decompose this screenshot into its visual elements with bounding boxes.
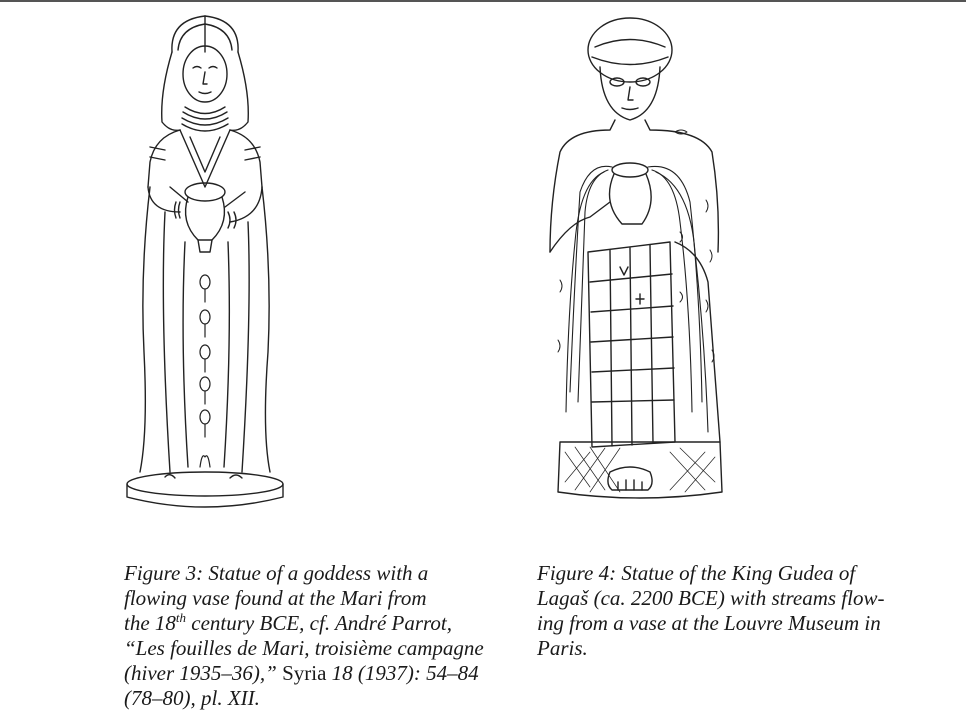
figure-3-caption-line-5 <box>124 661 494 686</box>
figure-4-caption <box>537 561 909 661</box>
figure-3-caption <box>124 561 494 711</box>
figure-3-caption-line-1: Figure 3: Statue of a goddess with a <box>124 561 429 585</box>
figure-4-caption-line-2: Lagaš (ca. 2200 BCE) with streams flow- <box>537 586 885 610</box>
figure-3-caption-line-6: (78–80), pl. XII. <box>124 686 260 710</box>
gudea-statue-drawing <box>530 12 750 507</box>
figure-3-caption-line-3b: century BCE, cf. André Parrot, <box>186 611 452 635</box>
figure-3-caption-journal: Syria <box>276 661 327 685</box>
figure-3-caption-line-5c: 18 (1937): 54–84 <box>326 661 479 685</box>
figure-4-caption-line-1: Figure 4: Statue of the King Gudea of <box>537 561 856 585</box>
figure-3-caption-line-3a: the 18 <box>124 611 176 635</box>
figure-3-caption-line-3 <box>124 611 494 636</box>
figure-4-caption-line-3: ing from a vase at the Louvre Museum in <box>537 611 881 635</box>
figure-3-caption-line-2: flowing vase found at the Mari from <box>124 586 427 610</box>
figure-3-caption-line-4: “Les fouilles de Mari, troisième campagne <box>124 636 484 660</box>
figure-3-caption-superscript: th <box>175 610 187 625</box>
page-top-border <box>0 0 966 2</box>
figure-4-caption-line-4: Paris. <box>537 636 588 660</box>
goddess-statue-drawing <box>110 12 300 512</box>
figure-3-caption-line-5a: (hiver 1935–36),” <box>124 661 277 685</box>
